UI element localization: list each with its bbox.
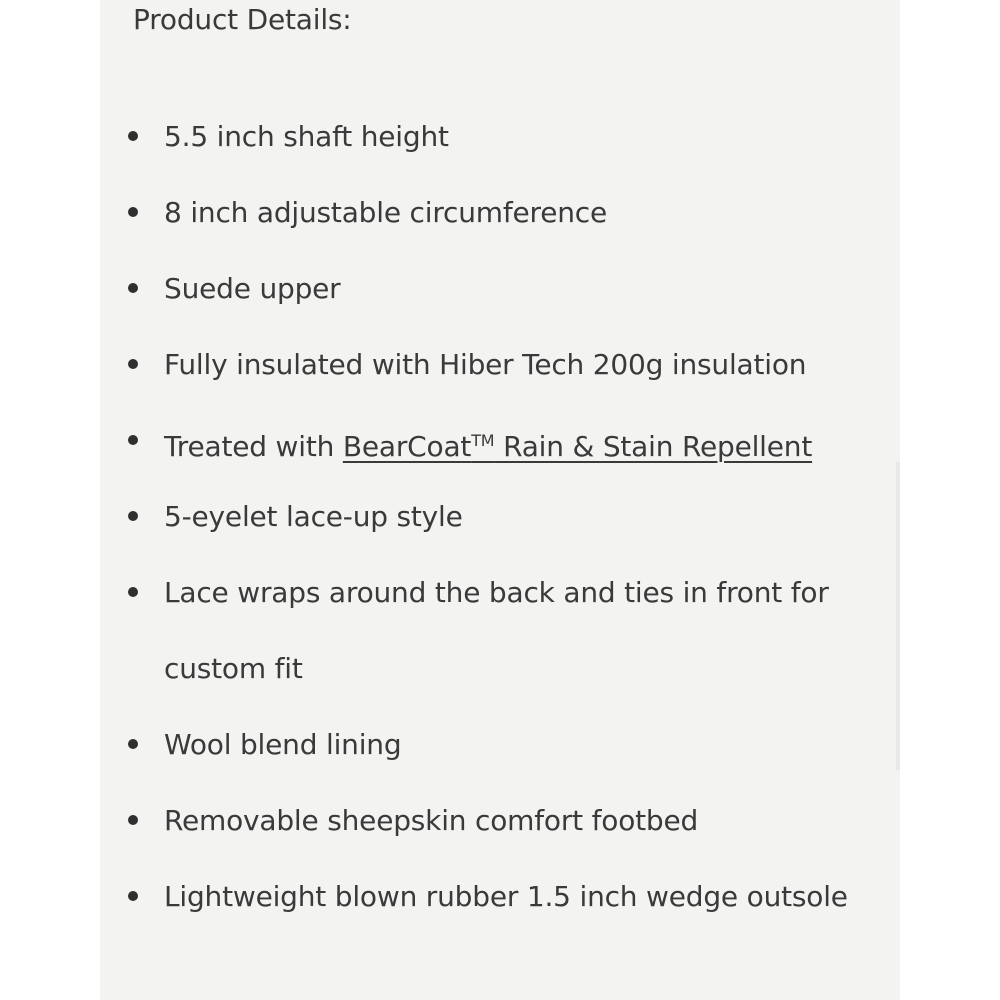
product-details-heading: Product Details: <box>133 3 352 36</box>
list-item <box>0 725 1000 765</box>
list-item <box>0 801 1000 841</box>
list-item <box>0 877 1000 917</box>
bullet-icon <box>128 891 138 901</box>
bullet-icon <box>128 739 138 749</box>
list-item-text: Lace wraps around the back and ties in front for <box>164 576 829 609</box>
bearcoat-brand: BearCoat <box>342 430 472 463</box>
bullet-icon <box>128 815 138 825</box>
list-item <box>0 573 1000 689</box>
bullet-icon <box>128 207 138 217</box>
trademark-symbol: TM <box>471 431 495 450</box>
list-item-text: Lightweight blown rubber 1.5 inch wedge outsole <box>164 880 848 913</box>
list-item-text: 8 inch adjustable circumference <box>164 196 608 229</box>
bullet-icon <box>128 131 138 141</box>
list-item-text-continuation: custom fit <box>164 652 303 685</box>
list-item-text: 5-eyelet lace-up style <box>164 500 463 533</box>
bullet-icon <box>128 283 138 293</box>
list-item-text: Suede upper <box>164 272 341 305</box>
list-item-text: Removable sheepskin comfort footbed <box>164 804 699 837</box>
list-item-text: 5.5 inch shaft height <box>164 120 449 153</box>
list-item <box>0 269 1000 309</box>
treated-with-text: Treated with <box>164 430 343 463</box>
list-item-text <box>164 421 812 467</box>
list-item-text: Wool blend lining <box>164 728 402 761</box>
bearcoat-link-rest: Rain & Stain Repellent <box>494 430 813 463</box>
list-item-text: Fully insulated with Hiber Tech 200g insulation <box>164 348 807 381</box>
list-item <box>0 345 1000 385</box>
bullet-icon <box>128 435 138 445</box>
list-item <box>0 193 1000 233</box>
list-item <box>0 421 1000 461</box>
list-item <box>0 117 1000 157</box>
bullet-icon <box>128 359 138 369</box>
bullet-icon <box>128 511 138 521</box>
bearcoat-repellent-link[interactable] <box>343 430 812 463</box>
list-item <box>0 497 1000 537</box>
bullet-icon <box>128 587 138 597</box>
